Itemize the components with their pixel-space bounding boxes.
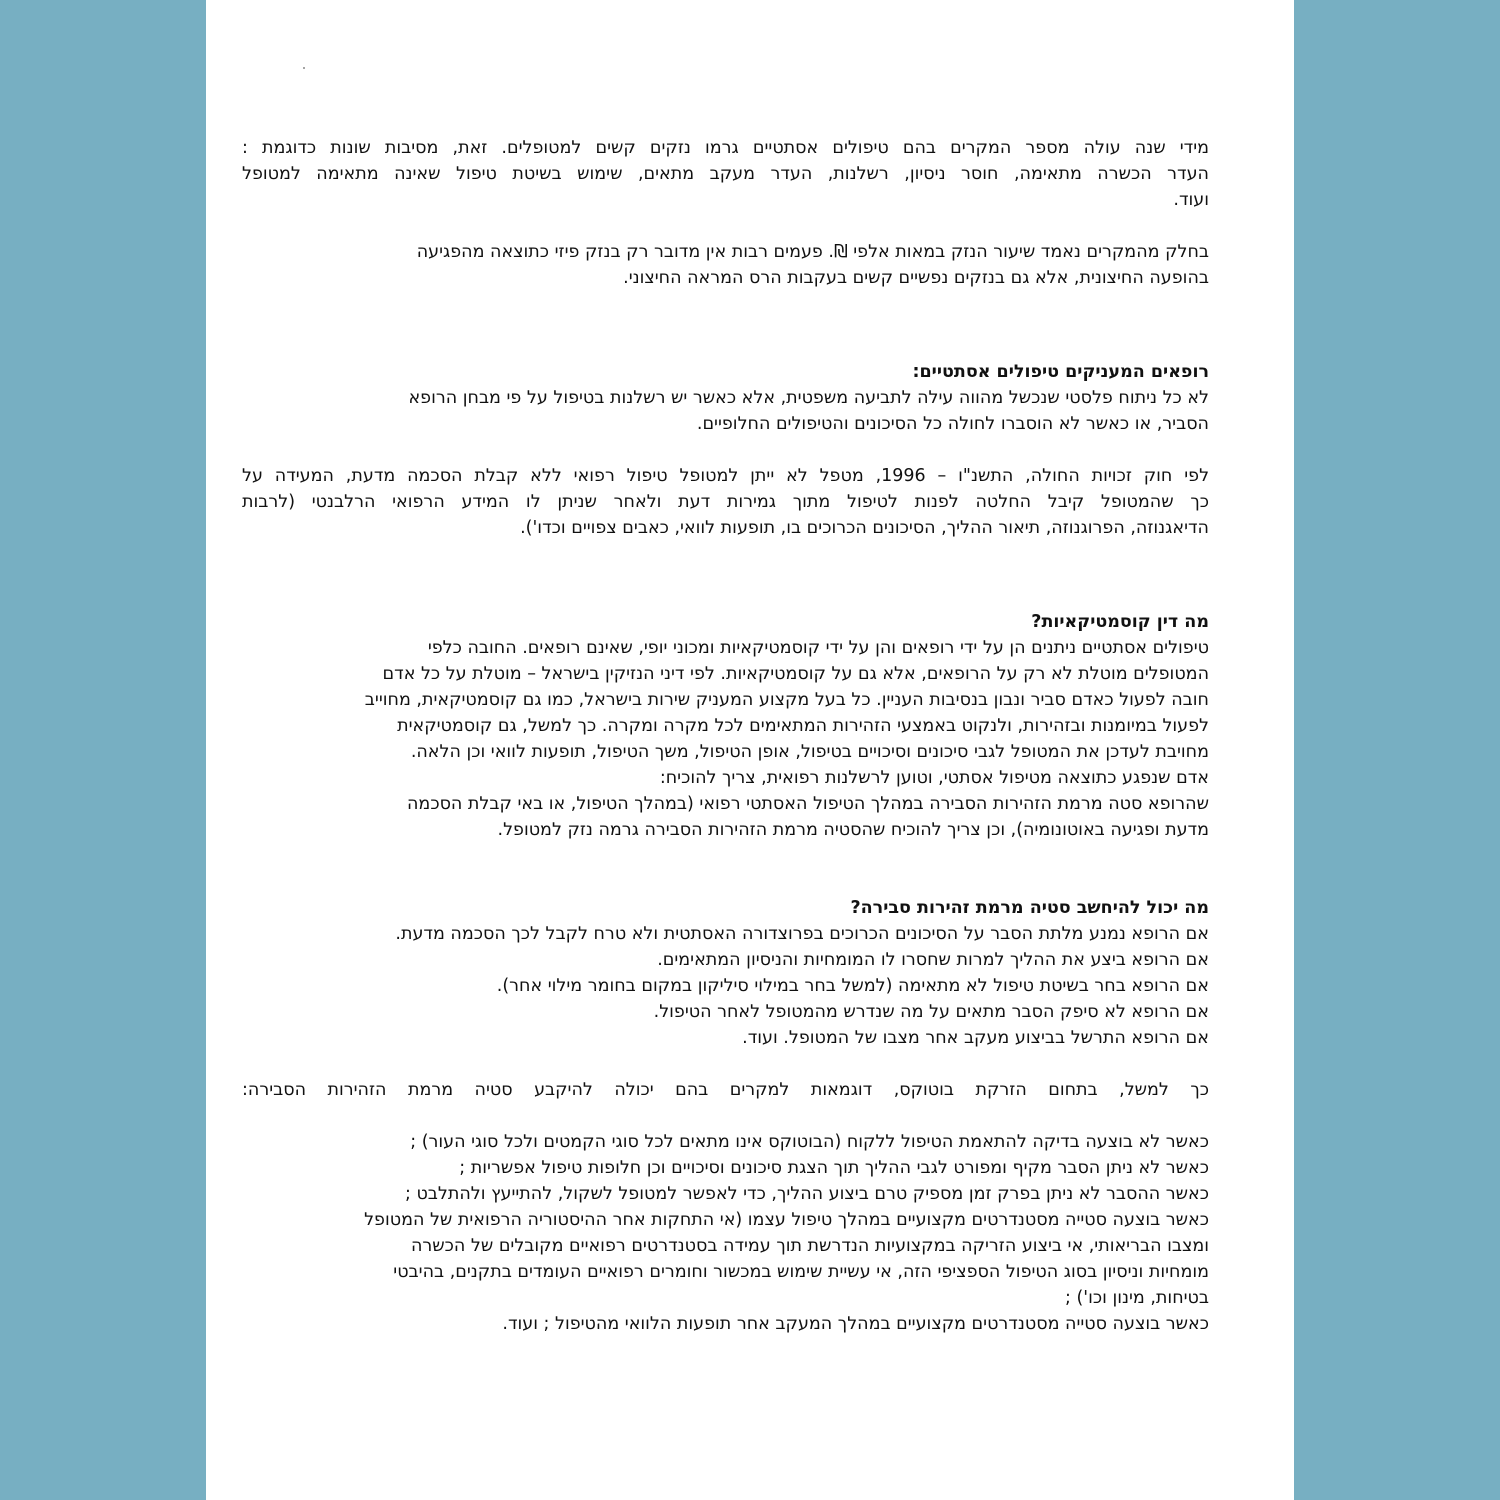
text-line: בחלק מהמקרים נאמד שיעור הנזק במאות אלפי ₪. פעמים רבות אין מדובר רק בנזק פיזי כתוצאה מהפגיעה	[416, 242, 1209, 262]
damage-paragraph	[242, 239, 1209, 291]
doctors-section	[242, 359, 1209, 437]
section-heading: רופאים המעניקים טיפולים אסתטיים:	[912, 362, 1209, 382]
text-line: המטופלים מוטלת לא רק על הרופאים, אלא גם על קוסמטיקאיות. לפי דיני הנזיקין בישראל – מוטלת על כל אדם	[382, 664, 1209, 684]
text-line: לפי חוק זכויות החולה, התשנ"ו – 1996, מטפל לא ייתן למטופל טיפול רפואי ללא קבלת הסכמה מדעת, המעידה על	[242, 466, 1210, 486]
document-body	[242, 135, 1209, 1337]
deviation-section	[242, 895, 1209, 1051]
list-item: אם הרופא התרשל בביצוע מעקב אחר מצבו של המטופל. ועוד.	[742, 1028, 1209, 1048]
list-item: מומחיות וניסיון בסוג הטיפול הספציפי הזה, אי עשיית שימוש במכשור וחומרים רפואיים העומדים בתקנים, בהיבטי	[393, 1262, 1209, 1282]
list-item: אם הרופא נמנע מלתת הסבר על הסיכונים הכרוכים בפרוצדורה האסתטית ולא טרח לקבל לכך הסכמה מדעת.	[395, 924, 1209, 944]
law-paragraph	[242, 463, 1209, 541]
text-line: כך שהמטופל קיבל החלטה לפנות לטיפול מתוך גמירות דעת ולאחר שניתן לו המידע הרפואי הרלבנטי (לרבות	[242, 492, 1209, 512]
text-line: הסביר, או כאשר לא הוסברו לחולה כל הסיכונים והטיפולים החלופיים.	[696, 414, 1209, 434]
text-line: בהופעה החיצונית, אלא גם בנזקים נפשיים קשים בעקבות הרס המראה החיצוני.	[623, 268, 1209, 288]
list-item: כאשר בוצעה סטייה מסטנדרטים מקצועיים במהלך המעקב אחר תופעות הלוואי מהטיפול ; ועוד.	[502, 1314, 1209, 1334]
text-line: שהרופא סטה מרמת הזהירות הסבירה במהלך הטיפול האסתטי רפואי (במהלך הטיפול, או באי קבלת הסכמה	[407, 794, 1209, 814]
intro-paragraph	[242, 135, 1209, 213]
section-heading: מה דין קוסמטיקאיות?	[1031, 612, 1209, 632]
text-line: הדיאגנוזה, הפרוגנוזה, תיאור ההליך, הסיכונים הכרוכים בו, תופעות לוואי, כאבים צפויים וכדו').	[520, 518, 1209, 538]
text-line: מדעת ופגיעה באוטונומיה), וכן צריך להוכיח שהסטיה מרמת הזהירות הסבירה גרמה נזק למטופל.	[497, 820, 1209, 840]
cosmetics-section	[242, 609, 1209, 843]
text-line: לא כל ניתוח פלסטי שנכשל מהווה עילה לתביעה משפטית, אלא כאשר יש רשלנות בטיפול על פי מבחן הרופא	[408, 388, 1209, 408]
list-item: בטיחות, מינון וכו') ;	[1065, 1288, 1209, 1308]
text-line: ועוד.	[1173, 190, 1209, 210]
list-item: אם הרופא בחר בשיטת טיפול לא מתאימה (למשל בחר במילוי סיליקון במקום בחומר מילוי אחר).	[496, 976, 1209, 996]
botox-paragraph	[242, 1077, 1209, 1103]
list-item: אם הרופא ביצע את ההליך למרות שחסרו לו המומחיות והניסיון המתאימים.	[657, 950, 1209, 970]
list-item: ומצבו הבריאותי, אי ביצוע הזריקה במקצועיות הנדרשת תוך עמידה בסטנדרטים רפואיים מקובלים של הכשרה	[410, 1236, 1209, 1256]
list-item: כאשר בוצעה סטייה מסטנדרטים מקצועיים במהלך טיפול עצמו (אי התחקות אחר ההיסטוריה הרפואית של המטופל	[364, 1210, 1209, 1230]
section-heading: מה יכול להיחשב סטיה מרמת זהירות סבירה?	[850, 898, 1209, 918]
list-item: אם הרופא לא סיפק הסבר מתאים על מה שנדרש מהמטופל לאחר הטיפול.	[653, 1002, 1209, 1022]
botox-cases-list	[242, 1129, 1209, 1337]
list-item: כאשר לא ניתן הסבר מקיף ומפורט לגבי ההליך תוך הצגת סיכונים וסיכויים וכן חלופות טיפול אפשריות ;	[459, 1158, 1209, 1178]
document-page	[206, 0, 1294, 1500]
text-line: מידי שנה עולה מספר המקרים בהם טיפולים אסתטיים גרמו נזקים קשים למטופלים. זאת, מסיבות שונות כדוגמת :	[242, 138, 1209, 158]
list-item: כאשר ההסבר לא ניתן בפרק זמן מספיק טרם ביצוע ההליך, כדי לאפשר למטופל לשקול, להתייעץ ולהתלבט ;	[405, 1184, 1209, 1204]
text-line: אדם שנפגע כתוצאה מטיפול אסתטי, וטוען לרשלנות רפואית, צריך להוכיח:	[659, 768, 1209, 788]
list-item: כאשר לא בוצעה בדיקה להתאמת הטיפול ללקוח (הבוטוקס אינו מתאים לכל סוגי הקמטים ולכל סוגי העור) ;	[410, 1132, 1209, 1152]
text-line: חובה לפעול כאדם סביר ונבון בנסיבות העניין. כל בעל מקצוע המעניק שירות בישראל, כמו גם קוסמטיקאית, מחוייב	[364, 690, 1209, 710]
text-line: לפעול במיומנות ובזהירות, ולנקוט באמצעי הזהירות המתאימים לכל מקרה ומקרה. כך למשל, גם קוסמטיקאית	[397, 716, 1209, 736]
text-line: כך למשל, בתחום הזרקת בוטוקס, דוגמאות למקרים בהם יכולה להיקבע סטיה מרמת הזהירות הסבירה:	[242, 1080, 1209, 1100]
text-line: העדר הכשרה מתאימה, חוסר ניסיון, רשלנות, העדר מעקב מתאים, שימוש בשיטת טיפול שאינה מתאימה למטופל	[242, 164, 1209, 184]
text-line: מחויבת לעדכן את המטופל לגבי סיכונים וסיכויים בטיפול, אופן הטיפול, משך הטיפול, תופעות לוואי וכן הלאה.	[410, 742, 1209, 762]
scan-speck	[303, 67, 305, 69]
text-line: טיפולים אסתטיים ניתנים הן על ידי רופאים והן על ידי קוסמטיקאיות ומכוני יופי, שאינם רופאים. החובה כלפי	[427, 638, 1209, 658]
